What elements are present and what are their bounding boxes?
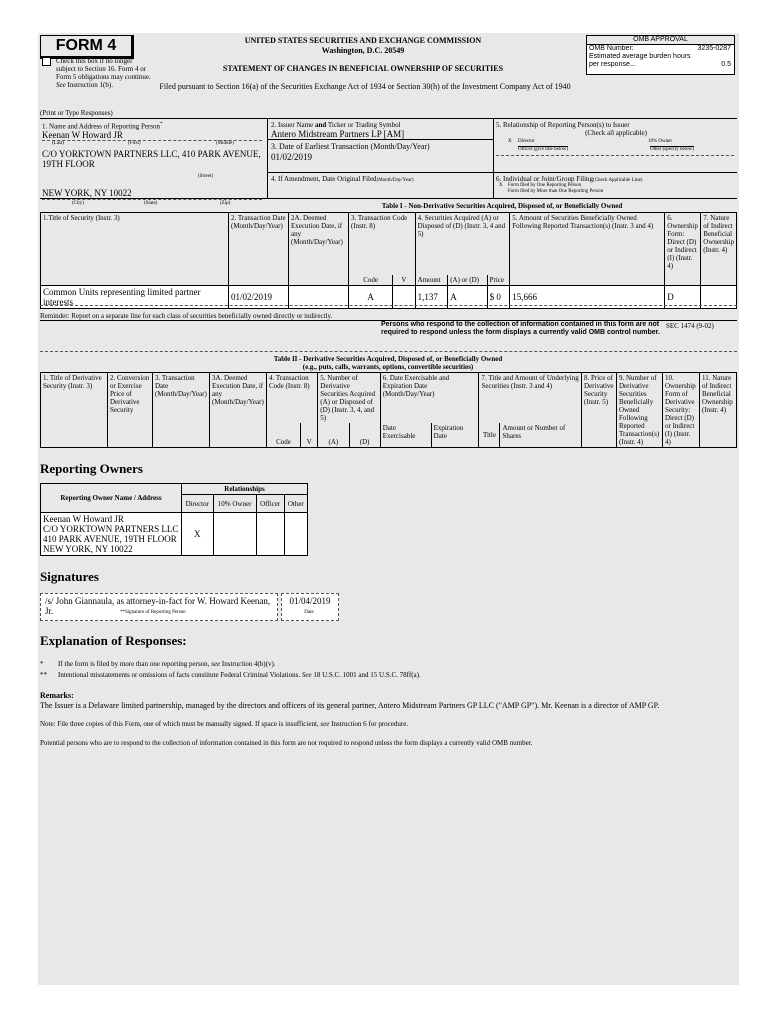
city-label: (City) <box>72 201 84 206</box>
one-person-mark[interactable]: X <box>499 183 503 188</box>
t1-sub-code: Code <box>349 275 393 286</box>
earliest-transaction-label: 3. Date of Earliest Transaction (Month/Day/Year) <box>271 142 430 151</box>
ro-row-director: X <box>182 513 214 556</box>
t2-sub-v: V <box>300 423 317 447</box>
individual-filing-label-text: 6. Individual or Joint/Group Filing <box>496 175 594 183</box>
ro-col-other: Other <box>284 495 307 513</box>
ro-col-name: Reporting Owner Name / Address <box>41 484 182 513</box>
reporting-person-city[interactable]: NEW YORK, NY 10022 <box>42 188 132 198</box>
issuer-label: 2. Issuer Name and Ticker or Trading Symbol <box>271 121 401 129</box>
t1-col-code: 3. Transaction Code (Instr. 8) <box>349 213 416 275</box>
t1-sub-v: V <box>393 275 415 286</box>
omb-approval-title: OMB APPROVAL <box>587 36 734 45</box>
note-2 <box>40 671 730 679</box>
omb-per-response-label: per response... <box>589 61 636 68</box>
officer-option[interactable]: Officer (give title below) <box>518 147 569 152</box>
t1-col-form: 6. Ownership Form: Direct (D) or Indirect (I) (Instr. 4) <box>665 213 701 286</box>
ro-row-ten-pct <box>213 513 256 556</box>
print-or-type: (Print or Type Responses) <box>40 109 113 117</box>
more-persons-option[interactable]: Form filed by More than One Reporting Person <box>508 189 604 194</box>
ro-row-other <box>284 513 307 556</box>
ro-col-officer: Officer <box>256 495 284 513</box>
checkbox-see: See <box>56 81 66 89</box>
director-option[interactable]: Director <box>518 139 535 144</box>
first-label: (First) <box>128 141 141 146</box>
t1-row-amount[interactable]: 1,137 <box>415 285 448 308</box>
t2-sub-d: (D) <box>349 423 380 447</box>
signature-label <box>120 610 186 616</box>
table1-title: Table I - Non-Derivative Securities Acquired, Disposed of, or Beneficially Owned <box>381 202 623 210</box>
t2-col-deemed: 3A. Deemed Execution Date, if any (Month/Day/Year) <box>210 373 267 448</box>
table1 <box>40 212 737 309</box>
no-longer-subject-checkbox-block[interactable] <box>42 57 152 89</box>
t1-sub-price: Price <box>487 275 510 286</box>
persons-notice: Persons who respond to the collection of information contained in this form are not required to respond unless the form displays a currently valid OMB control number. <box>381 321 660 336</box>
t1-col-date: 2. Transaction Date (Month/Day/Year) <box>229 213 289 286</box>
t1-col-nature: 7. Nature of Indirect Beneficial Ownership (Instr. 4) <box>701 213 737 286</box>
t2-col-owned: 9. Number of Derivative Securities Beneficially Owned Following Reported Transaction(s) (Instr. 4) <box>617 373 663 448</box>
potential-persons-note: Potential persons who are to respond to the collection of information contained in this form are not required to respond unless the form displays a currently valid OMB number. <box>40 739 533 747</box>
relationship-label: 5. Relationship of Reporting Person(s) to Issuer <box>496 121 630 129</box>
director-mark[interactable]: X <box>508 139 512 144</box>
omb-number-label: OMB Number: <box>589 45 634 52</box>
t1-row-price[interactable]: $ 0 <box>487 285 510 308</box>
t2-col-number: 5. Number of Derivative Securities Acquired (A) or Disposed of (D) (Instr. 3, 4, and 5) <box>318 373 380 424</box>
file-copies-see: see <box>320 720 330 728</box>
t1-col-owned: 5. Amount of Securities Beneficially Owned Following Reported Transaction(s) (Instr. 3 and 4) <box>510 213 665 286</box>
note-2-pre: Intentional misstatements or omissions of facts constitute Federal Criminal Violations. <box>58 671 302 679</box>
note-1-pre: If the form is filed by more than one reporting person, <box>58 660 212 668</box>
relationship-sub: (Check all applicable) <box>585 129 647 137</box>
agency-name: UNITED STATES SECURITIES AND EXCHANGE COMMISSION <box>244 36 482 45</box>
t1-sub-amount: Amount <box>415 275 448 286</box>
t1-row-owned[interactable]: 15,666 <box>510 285 665 308</box>
explanation-heading: Explanation of Responses: <box>40 633 187 648</box>
omb-per-response-value: 0.5 <box>721 61 731 68</box>
table2-subtitle: (e.g., puts, calls, warrants, options, convertible securities) <box>302 363 474 371</box>
t1-col-deemed: 2A. Deemed Execution Date, if any (Month/Day/Year) <box>289 213 349 286</box>
note-1-see: see <box>211 660 221 668</box>
t1-row-form[interactable]: D <box>665 285 701 308</box>
signature-label-mark: ** <box>120 610 125 615</box>
state-label: (State) <box>144 201 158 206</box>
t2-sub-a: (A) <box>318 423 349 447</box>
amendment-label <box>271 175 414 184</box>
amendment-label-text: 4. If Amendment, Date Original Filed <box>271 175 377 183</box>
signatures-heading: Signatures <box>40 569 99 584</box>
ro-row-line1: Keenan W Howard JR <box>43 514 124 524</box>
t2-sub-title: Title <box>479 423 500 447</box>
t2-col-conversion: 2. Conversion or Exercise Price of Derivative Security <box>108 373 153 448</box>
filed-pursuant: Filed pursuant to Section 16(a) of the Securities Exchange Act of 1934 or Section 30(h) of the Investment Company Act of 1940 <box>159 82 571 91</box>
t2-col-nature: 11. Nature of Indirect Beneficial Ownership (Instr. 4) <box>700 373 737 448</box>
other-option[interactable]: Other (specify below) <box>650 147 694 152</box>
reporting-owners-heading: Reporting Owners <box>40 461 143 476</box>
t2-sub-exp: Expiration Date <box>431 423 479 447</box>
no-longer-subject-checkbox[interactable] <box>42 57 51 66</box>
table-row <box>41 513 308 556</box>
remarks-text: The Issuer is a Delaware limited partnership, managed by the directors and officers of its general partner, Antero Midstream Partners GP LLC ("AMP GP"). Mr. Keenan is a director of AMP GP. <box>40 701 660 710</box>
signature-date[interactable]: 01/04/2019 <box>289 596 331 606</box>
t2-sub-code: Code <box>267 423 301 447</box>
zip-label: (Zip) <box>220 201 231 206</box>
amendment-sub: (Month/Day/Year) <box>376 178 414 183</box>
t2-sub-date-ex: Date Exercisable <box>380 423 431 447</box>
table2 <box>40 372 737 448</box>
t2-col-price: 8. Price of Derivative Security (Instr. 5) <box>582 373 617 448</box>
t2-col-underlying: 7. Title and Amount of Underlying Securities (Instr. 3 and 4) <box>479 373 582 424</box>
ro-row-line2: C/O YORKTOWN PARTNERS LLC <box>43 524 179 534</box>
reporting-person-label-text: 1. Name and Address of Reporting Person <box>42 122 161 131</box>
signature-date-box <box>281 593 339 621</box>
ro-col-ten-pct: 10% Owner <box>213 495 256 513</box>
reporting-owners-table <box>40 483 308 556</box>
middle-label: (Middle) <box>216 141 234 146</box>
file-copies-pre: Note: File three copies of this Form, one of which must be manually signed. If space is insufficient, <box>40 720 321 728</box>
t1-row-code[interactable]: A <box>349 285 393 308</box>
individual-filing-sub: (Check Applicable Line) <box>593 178 643 183</box>
last-label: (Last) <box>52 141 64 146</box>
reporting-person-address1[interactable]: C/O YORKTOWN PARTNERS LLC, 410 PARK AVENUE, <box>42 149 261 159</box>
statement-title: STATEMENT OF CHANGES IN BENEFICIAL OWNERSHIP OF SECURITIES <box>222 64 504 73</box>
date-label: Date <box>304 610 314 615</box>
t1-col-title: 1.Title of Security (Instr. 3) <box>41 213 229 286</box>
sec-code: SEC 1474 (9-02) <box>666 322 714 330</box>
reporting-person-name[interactable]: Keenan W Howard JR <box>42 130 123 140</box>
note-1-mark: * <box>40 660 44 668</box>
note-1-post: Instruction 4(b)(v). <box>220 660 276 668</box>
reporting-person-address2[interactable]: 19TH FLOOR <box>42 159 95 169</box>
t2-col-form: 10. Ownership Form of Derivative Security: Direct (D) or Indirect (I) (Instr. 4) <box>663 373 700 448</box>
form-title: FORM 4 <box>55 37 117 54</box>
omb-number-value: 3235-0287 <box>697 45 731 52</box>
form-title-box <box>40 35 134 59</box>
remarks-label: Remarks: <box>40 691 74 700</box>
issuer-name[interactable]: Antero Midstream Partners LP [AM] <box>271 129 405 139</box>
t2-col-title: 1. Title of Derivative Security (Instr. 3) <box>41 373 108 448</box>
agency-address: Washington, D.C. 20549 <box>321 46 405 55</box>
t1-row-date[interactable]: 01/02/2019 <box>229 285 289 308</box>
t1-row-title[interactable]: Common Units representing limited partner interests <box>41 285 229 308</box>
signature-label-text: Signature of Reporting Person <box>125 610 186 615</box>
table2-title: Table II - Derivative Securities Acquired, Disposed of, or Beneficially Owned <box>273 355 503 363</box>
file-copies-note <box>40 720 730 728</box>
t2-col-exercisable: 6. Date Exercisable and Expiration Date (Month/Day/Year) <box>380 373 479 424</box>
signer-name[interactable]: /s/ John Giannaula, as attorney-in-fact for W. Howard Keenan, Jr. <box>45 596 271 616</box>
t2-col-code: 4. Transaction Code (Instr. 8) <box>267 373 318 424</box>
street-label: (Street) <box>198 174 213 179</box>
ro-col-relationships: Relationships <box>182 484 308 495</box>
t1-row-aord[interactable]: A <box>448 285 487 308</box>
reminder-text: Reminder: Report on a separate line for each class of securities beneficially owned directly or indirectly. <box>40 312 333 320</box>
reporting-person-mark: * <box>160 122 163 127</box>
reporting-person-label <box>42 121 163 130</box>
ro-row-line3: 410 PARK AVENUE, 19TH FLOOR <box>43 534 177 544</box>
t2-col-date: 3. Transaction Date (Month/Day/Year) <box>153 373 210 448</box>
note-2-post: 18 U.S.C. 1001 and 15 U.S.C. 78ff(a). <box>311 671 421 679</box>
omb-approval-box <box>586 35 735 75</box>
form-sheet <box>38 33 739 985</box>
checkbox-instruction: Instruction 1(b). <box>67 81 113 89</box>
one-person-option[interactable]: Form filed by One Reporting Person <box>508 183 582 188</box>
t1-sub-aord: (A) or (D) <box>448 275 487 286</box>
omb-burden-label: Estimated average burden hours <box>589 53 691 60</box>
ro-row-line4: NEW YORK, NY 10022 <box>43 544 133 554</box>
earliest-transaction-date[interactable]: 01/02/2019 <box>271 152 313 162</box>
note-1 <box>40 660 730 668</box>
t1-col-acquired: 4. Securities Acquired (A) or Disposed of (D) (Instr. 3, 4 and 5) <box>415 213 510 275</box>
ro-col-director: Director <box>182 495 214 513</box>
t2-sub-amount: Amount or Number of Shares <box>500 423 582 447</box>
note-2-mark: ** <box>40 671 47 679</box>
ten-percent-owner-option[interactable]: 10% Owner <box>648 139 673 144</box>
checkbox-text: Check this box if no longer subject to Section 16. Form 4 or Form 5 obligations may continue. <box>56 57 151 81</box>
signature-box <box>40 593 278 621</box>
file-copies-post: Instruction 6 for procedure. <box>329 720 409 728</box>
ro-row-officer <box>256 513 284 556</box>
note-2-see: See <box>301 671 312 679</box>
